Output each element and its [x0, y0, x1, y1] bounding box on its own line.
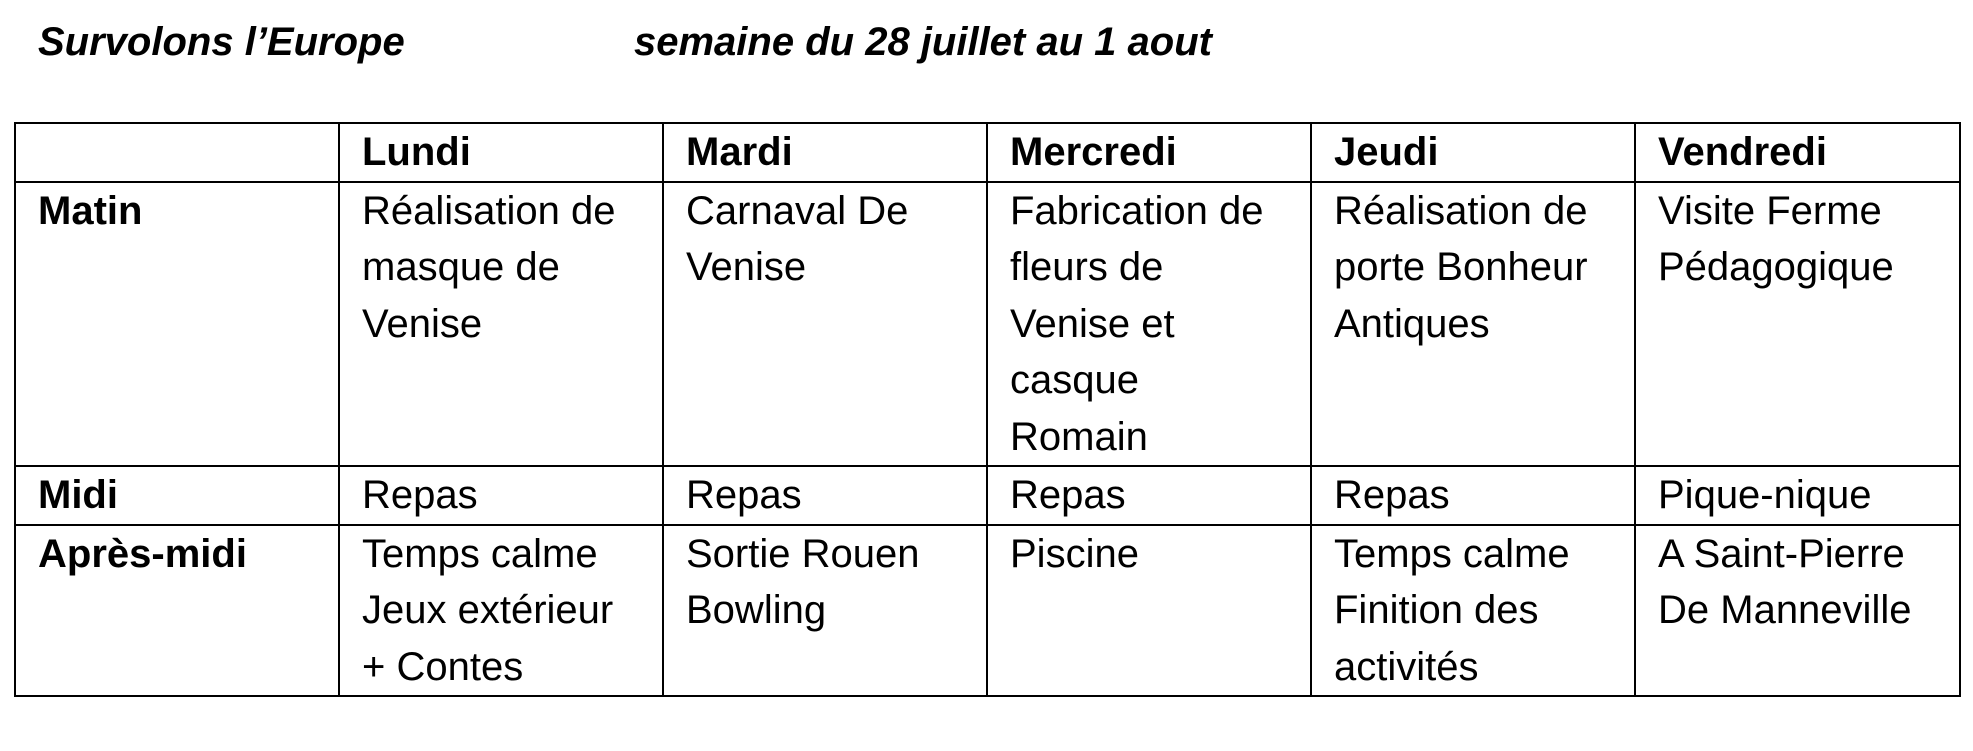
row-label-apres-midi: Après-midi: [15, 525, 339, 697]
cell-text-line: Repas: [1334, 473, 1450, 517]
cell-text-line: Romain: [1010, 414, 1148, 459]
cell-text-line: Réalisation de: [362, 188, 616, 233]
cell-text-line: Venise: [362, 301, 483, 346]
corner-cell: [15, 123, 339, 182]
cell-apres-midi-lundi: [339, 525, 663, 697]
row-label-midi: Midi: [15, 466, 339, 525]
cell-text-line: Repas: [686, 473, 802, 517]
cell-midi-jeudi: [1311, 466, 1635, 525]
cell-midi-mercredi: [987, 466, 1311, 525]
cell-text-line: Jeux extérieur: [362, 588, 614, 632]
cell-text-line: Carnaval De: [686, 188, 909, 233]
table-row-midi: [15, 466, 1960, 525]
weekly-schedule-table: [14, 122, 1961, 697]
cell-text-line: Repas: [362, 473, 478, 517]
cell-text-line: Sortie Rouen: [686, 531, 920, 576]
cell-text-line: porte Bonheur: [1334, 245, 1588, 289]
table-row-matin: [15, 182, 1960, 467]
cell-apres-midi-vendredi: [1635, 525, 1960, 697]
cell-matin-vendredi: [1635, 182, 1960, 467]
table-row-apres-midi: [15, 525, 1960, 697]
cell-midi-vendredi: [1635, 466, 1960, 525]
cell-text-line: casque: [1010, 358, 1139, 402]
cell-text-line: Bowling: [686, 588, 827, 632]
day-header-mercredi: Mercredi: [987, 123, 1311, 182]
cell-text-line: Piscine: [1010, 531, 1139, 576]
day-header-jeudi: Jeudi: [1311, 123, 1635, 182]
table-header-row: [15, 123, 1960, 182]
cell-text-line: Temps calme: [1334, 531, 1570, 576]
cell-midi-lundi: [339, 466, 663, 525]
cell-matin-jeudi: [1311, 182, 1635, 467]
cell-text-line: fleurs de: [1010, 245, 1164, 289]
page-title: Survolons l’Europe: [38, 20, 405, 64]
cell-text-line: Réalisation de: [1334, 188, 1588, 233]
cell-matin-lundi: [339, 182, 663, 467]
day-header-lundi: Lundi: [339, 123, 663, 182]
cell-midi-mardi: [663, 466, 987, 525]
cell-text-line: Venise: [686, 245, 807, 289]
cell-text-line: masque de: [362, 245, 560, 289]
cell-matin-mercredi: [987, 182, 1311, 467]
cell-text-line: + Contes: [362, 644, 524, 689]
cell-text-line: Visite Ferme: [1658, 188, 1882, 233]
cell-text-line: Temps calme: [362, 531, 598, 576]
cell-text-line: Repas: [1010, 473, 1126, 517]
cell-text-line: De Manneville: [1658, 588, 1912, 632]
cell-apres-midi-mardi: [663, 525, 987, 697]
cell-apres-midi-jeudi: [1311, 525, 1635, 697]
day-header-vendredi: Vendredi: [1635, 123, 1960, 182]
cell-apres-midi-mercredi: [987, 525, 1311, 697]
cell-text-line: Pédagogique: [1658, 245, 1894, 289]
cell-text-line: Pique-nique: [1658, 473, 1872, 517]
week-subtitle: semaine du 28 juillet au 1 aout: [634, 20, 1212, 64]
day-header-mardi: Mardi: [663, 123, 987, 182]
row-label-matin: Matin: [15, 182, 339, 467]
cell-text-line: Fabrication de: [1010, 188, 1264, 233]
cell-text-line: Venise et: [1010, 301, 1175, 346]
cell-text-line: Finition des: [1334, 588, 1539, 632]
cell-text-line: Antiques: [1334, 301, 1490, 346]
cell-text-line: activités: [1334, 644, 1479, 689]
cell-matin-mardi: [663, 182, 987, 467]
document-header: [38, 14, 1953, 70]
cell-text-line: A Saint-Pierre: [1658, 531, 1905, 576]
